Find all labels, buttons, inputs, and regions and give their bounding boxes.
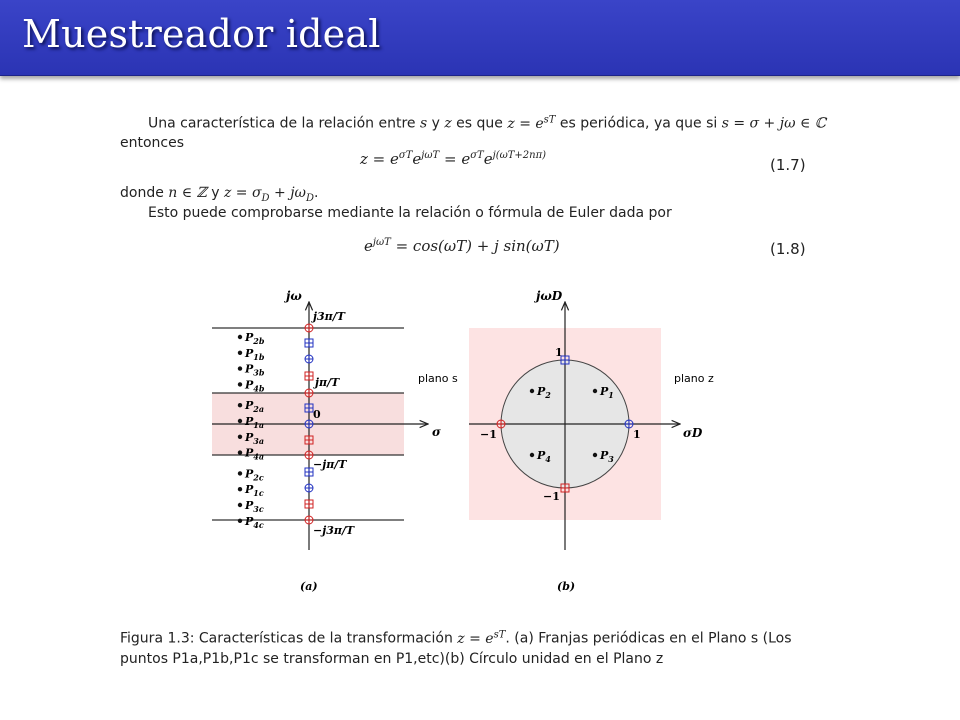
a-point-label-p1c: $P_{1c}$ — [245, 483, 264, 499]
tick-b-right: 1 — [633, 428, 641, 441]
tick-minus-j3pi: −j3π/T — [313, 524, 355, 537]
a-point-label-p3c: $P_{3c}$ — [245, 499, 264, 514]
a-point-label-p4b: $P_{4b}$ — [245, 378, 265, 394]
a-point-dot-p2b — [238, 335, 242, 339]
axis-label-sigmaD: σD — [683, 426, 703, 440]
equation-1-8-number: (1.8) — [770, 240, 806, 258]
para1-text-a: Una característica de la relación entre — [148, 115, 420, 132]
a-point-label-p2b: $P_{2b}$ — [245, 331, 265, 346]
b-point-label-p2: $P_2$ — [537, 385, 551, 400]
a-circle-marker — [305, 389, 313, 397]
tick-b-top: 1 — [555, 346, 563, 359]
a-point-label-p2c: $P_{2c}$ — [245, 467, 264, 483]
caption-line-1 — [120, 625, 792, 649]
expr-n-in-Z: n ∈ ℤ — [168, 185, 207, 201]
equation-1-8: $e^{j\omega T} = \cos(\omega T) + j$ sin(ωT) — [364, 237, 560, 255]
paragraph-3: Esto puede comprobarse mediante la relación o fórmula de Euler dada por — [148, 205, 672, 221]
expr-z-esT: $z = e^{sT}$ — [507, 114, 556, 132]
b-marker-right — [625, 420, 633, 428]
var-z: z — [444, 115, 452, 132]
a-point-label-p2a: $P_{2a}$ — [245, 399, 265, 415]
label-a: (a) — [300, 580, 318, 593]
a-point-dot-p2c — [238, 471, 242, 475]
b-point-dot-p1 — [593, 389, 597, 393]
tick-jpi: jπ/T — [315, 376, 340, 389]
b-point-dot-p4 — [530, 453, 534, 457]
a-circle-marker — [305, 324, 313, 332]
z-plane-diagram — [469, 289, 714, 593]
a-circle-marker — [305, 420, 313, 428]
para2-end: . — [314, 185, 319, 201]
b-point-dot-p3 — [593, 453, 597, 457]
expr-z-sigmaD: $z = \sigma_D + j\omega_D$ — [223, 185, 314, 204]
b-point-label-p1: $P_1$ — [600, 385, 614, 400]
expr-s-def: s = σ + jω ∈ ℂ — [721, 115, 826, 132]
a-point-dot-p1a — [238, 419, 242, 423]
para1-y: y — [427, 115, 445, 132]
a-point-dot-p3b — [238, 366, 242, 370]
a-point-dot-p3a — [238, 435, 242, 439]
a-point-dot-p1b — [238, 351, 242, 355]
a-point-dot-p4b — [238, 382, 242, 386]
a-square-marker — [305, 372, 313, 380]
tick-b-bottom: −1 — [543, 490, 560, 503]
a-point-dot-p4c — [238, 519, 242, 523]
a-square-marker — [305, 339, 313, 347]
para2-donde: donde — [120, 185, 169, 201]
a-point-dot-p2a — [238, 403, 242, 407]
a-square-marker — [305, 468, 313, 476]
axis-label-sigma: σ — [432, 425, 441, 439]
a-circle-marker — [305, 484, 313, 492]
tick-b-left: −1 — [480, 428, 497, 441]
a-circle-marker — [305, 451, 313, 459]
plane-z-label: plano z — [674, 372, 714, 385]
a-point-dot-p1c — [238, 487, 242, 491]
a-point-dot-p4a — [238, 450, 242, 454]
a-circle-marker — [305, 516, 313, 524]
para1-text-c: es periódica, ya que si — [555, 115, 722, 132]
para1-entonces: entonces — [120, 135, 185, 151]
a-point-label-p4c: $P_{4c}$ — [245, 514, 264, 530]
caption-a: Figura 1.3: Características de la transformación — [120, 630, 458, 647]
plane-s-label: plano s — [418, 372, 458, 385]
label-b: (b) — [557, 580, 576, 593]
para2-y: y — [206, 185, 224, 201]
equation-1-7: $z = e^{\sigma T}e^{j\omega T} = e^{\sigma T}e^{j(\omega T+2n\pi)}$ — [360, 150, 547, 168]
axis-label-jwD: jωD — [536, 289, 563, 303]
s-plane-diagram — [212, 289, 458, 593]
axis-label-jw: jω — [286, 289, 302, 303]
a-square-marker — [305, 500, 313, 508]
a-point-label-p1b: $P_{1b}$ — [245, 346, 265, 362]
a-point-label-p1a: $P_{1a}$ — [245, 415, 265, 430]
a-point-dot-p3c — [238, 503, 242, 507]
tick-j3pi: j3π/T — [313, 310, 345, 323]
tick-zero: 0 — [313, 408, 321, 421]
a-circle-marker — [305, 355, 313, 363]
b-point-label-p3: $P_3$ — [600, 449, 614, 464]
caption-b: . (a) Franjas periódicas en el Plano s (Los — [505, 630, 792, 647]
b-marker-left — [497, 420, 505, 428]
a-point-label-p4a: $P_{4a}$ — [245, 446, 265, 462]
para1-text-b: es que — [451, 115, 508, 132]
caption-line-2: puntos P1a,P1b,P1c se transforman en P1,etc)(b) Círculo unidad en el Plano z — [120, 650, 664, 667]
a-point-label-p3b: $P_{3b}$ — [245, 362, 265, 378]
equation-1-7-number: (1.7) — [770, 156, 806, 174]
tick-minus-jpi: −jπ/T — [313, 458, 347, 471]
page-title: Muestreador ideal — [22, 12, 381, 56]
var-s: s — [419, 115, 428, 132]
caption-expr: $z = e^{sT}$ — [457, 629, 506, 647]
b-point-label-p4: $P_4$ — [537, 449, 551, 464]
a-point-label-p3a: $P_{3a}$ — [245, 430, 265, 446]
b-point-dot-p2 — [530, 389, 534, 393]
figure-caption — [120, 625, 792, 669]
